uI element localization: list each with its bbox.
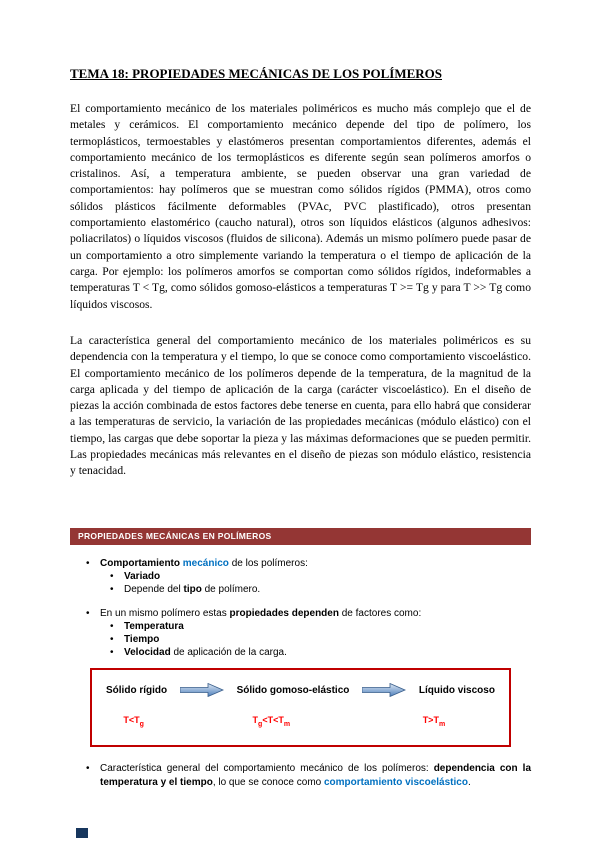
bullet-text: Característica general del comportamiento mecánico de los polímeros: dependencia con la temperatura y el tiempo, lo que se conoce como comportamiento viscoelástico. bbox=[100, 763, 532, 788]
bullet-text: En un mismo polímero estas propiedades dependen de factores como: bbox=[100, 608, 422, 619]
body-paragraph-2: La característica general del comportamiento mecánico de los materiales poliméricos es su dependencia con la temperatura y el tiempo, lo que se conoce como comportamiento viscoelástico. El comportamiento mecánico de los polímeros depende de la temperatura, de la magnitud de la carga aplicada y del tiempo de aplicación de la carga (carácter viscoelástico). En el diseño de piezas la acción combinada de estos factores debe tenerse en cuenta, para ello habrá que considerar a las temperaturas de servicio, la variación de las propiedades mecánicas (módulo elástico) con el tiempo, las cargas que debe soportar la pieza y las máximas deformaciones que se pueden permitir. Las propiedades mecánicas más relevantes en el diseño de piezas son módulo elástico, resistencia y tenacidad. bbox=[70, 334, 531, 478]
arrow-right-icon bbox=[180, 683, 224, 697]
bullet-text: Temperatura bbox=[124, 621, 184, 632]
bullet-variado bbox=[86, 570, 531, 583]
bullet-comportamiento-mecanico bbox=[86, 557, 531, 570]
bullet-text: Comportamiento mecánico de los polímeros: bbox=[100, 558, 308, 569]
body-paragraph-1: El comportamiento mecánico de los materiales poliméricos es mucho más complejo que el de metales y cerámicos. El comportamiento mecánico depende del tipo de polímero, los termoplásticos, termoestables y elastómeros presentan comportamientos diferentes, además el comportamiento mecánico de los termoplásticos es diferente según sean polímeros amorfos o cristalinos. Así, a temperatura ambiente, se pueden observar una gran variedad de comportamientos: hay polímeros que se muestran como sólidos rígidos (PMMA), otros como sólidos plásticos fácilmente deformables (PVAc, PVC plastificado), otros presentan comportamiento elastomérico (caucho natural), otros son líquidos elásticos (algunos adhesivos: poliacrilatos) o líquidos viscosos (fluidos de silicona). Además un mismo polímero puede pasar de un comportamiento a otro simplemente variando la temperatura o el tiempo de aplicación de la carga. Por ejemplo: los polímeros amorfos se comportan como sólidos rígidos, indeformables a temperaturas T < Tg, como sólidos gomoso-elásticos a temperaturas T >= Tg y para T >> Tg como líquidos viscosos. bbox=[70, 102, 531, 311]
page-title: TEMA 18: PROPIEDADES MECÁNICAS DE LOS POLÍMEROS bbox=[70, 66, 442, 81]
bullet-marker: • bbox=[110, 584, 114, 595]
slide-header-bar: PROPIEDADES MECÁNICAS EN POLÍMEROS bbox=[70, 528, 531, 545]
bullet-tiempo bbox=[86, 633, 531, 646]
bullet-marker: • bbox=[86, 558, 90, 569]
state-liquido-viscoso: Líquido viscoso bbox=[418, 684, 495, 696]
bullet-marker: • bbox=[86, 608, 90, 619]
footer-marker bbox=[76, 828, 88, 838]
arrow-right-icon bbox=[362, 683, 406, 697]
temp-range-1: $T<T_g$ bbox=[123, 715, 144, 728]
bullet-depende-tipo bbox=[86, 583, 531, 596]
temp-range-3: $T>T_m$ bbox=[422, 715, 446, 728]
bullet-text: Depende del tipo de polímero. bbox=[124, 584, 261, 595]
bullet-text: Variado bbox=[124, 571, 161, 582]
temp-range-2: $T_g<T<T_m$ bbox=[252, 715, 291, 728]
bullet-text: Tiempo bbox=[124, 634, 160, 645]
bullet-velocidad bbox=[86, 646, 531, 659]
bullet-marker: • bbox=[110, 634, 114, 645]
bullet-marker: • bbox=[86, 763, 90, 774]
bullet-marker: • bbox=[110, 621, 114, 632]
bullet-text: Velocidad de aplicación de la carga. bbox=[124, 647, 287, 658]
bullet-marker: • bbox=[110, 647, 114, 658]
temperature-row bbox=[92, 715, 509, 735]
slide-bullet-list bbox=[86, 557, 531, 659]
bullet-temperatura bbox=[86, 620, 531, 633]
state-row bbox=[92, 670, 509, 697]
bullet-caracteristica-general bbox=[86, 762, 531, 790]
spacer bbox=[86, 596, 531, 607]
bullet-marker: • bbox=[110, 571, 114, 582]
state-diagram-box bbox=[90, 668, 511, 747]
state-solido-gomoso-elastico: Sólido gomoso-elástico bbox=[236, 684, 350, 696]
state-solido-rigido: Sólido rígido bbox=[106, 684, 168, 696]
bullet-propiedades-dependen bbox=[86, 607, 531, 620]
